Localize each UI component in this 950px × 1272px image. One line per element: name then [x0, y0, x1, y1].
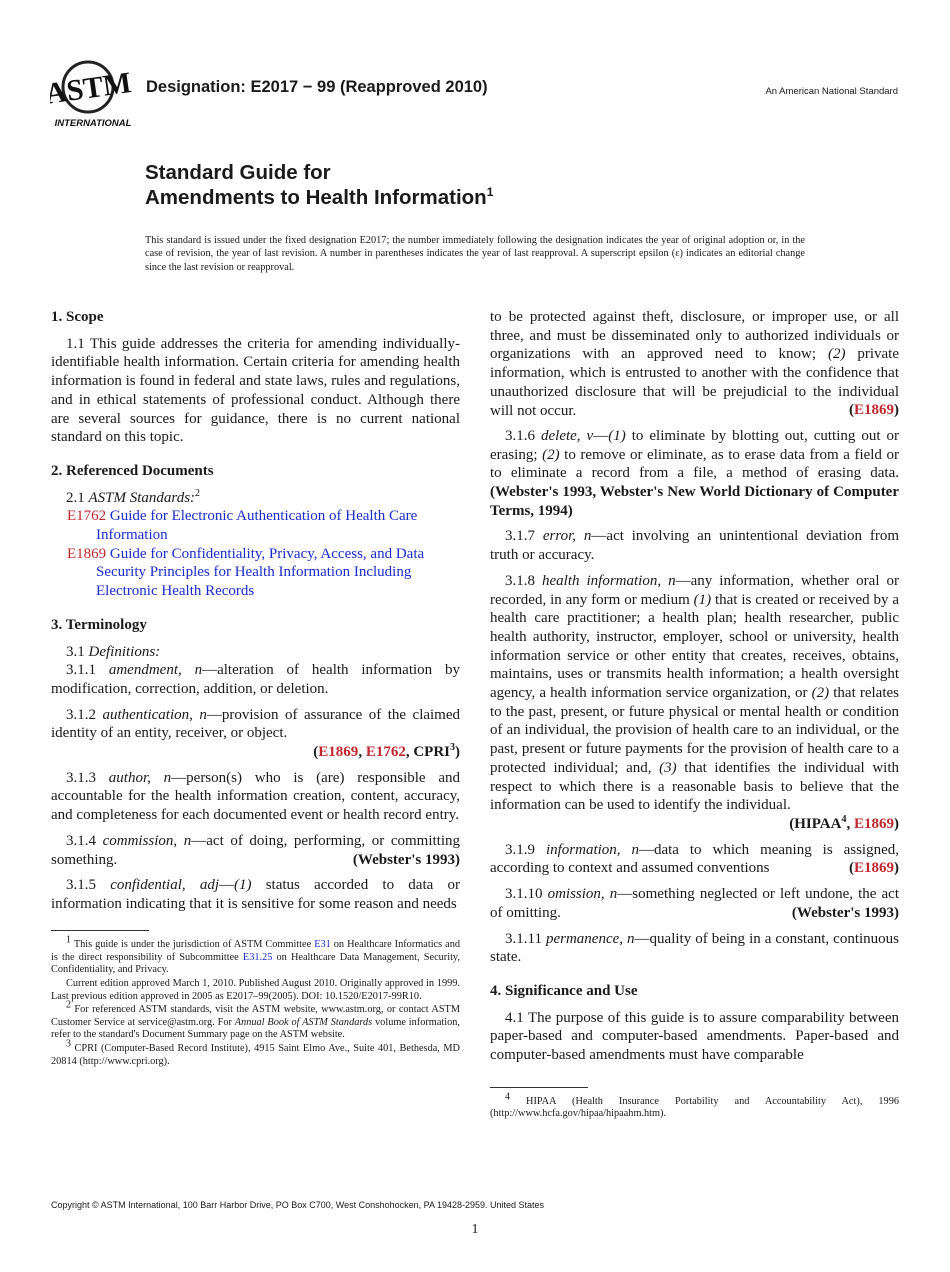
astm-standards-label: 2.1 ASTM Standards:$^2$ [66, 487, 201, 506]
term-author: 3.1.3 author, n—person(s) who is (are) responsible and accountable for the health information creation, content, accuracy, and completeness for each documented event or health record entry. [51, 769, 460, 824]
term-health-information: 3.1.8 health information, n—any information, whether oral or recorded, in any form or medium (1) that is created or received by a health care practitioner; a health plan; health researcher, public health authority, instructor, employer, school or university, health information service or other entity that creates, receives, obtains, maintains, uses or transmits health information; a health oversight agency, a health information service organization, or (2) that relates to the past, present, or future physical or mental health or condition of an individual, the provision of health care to an individual, or the past, present or future payments for the provision of health care to a protected individual; and, (3) that identifies the individual with respect to which there is a reasonable basis to believe that the information can be used to identify the individual. [490, 572, 900, 814]
term-amendment: 3.1.1 amendment, n—alteration of health information by modification, correction, addition, or deletion. [51, 662, 461, 697]
scope-paragraph: 1.1 This guide addresses the criteria for amending individually-identifiable health information. Certain criteria for amending health information is found in federal and state laws, rules and regulations, and in ethical statements of professional conduct. Although there are several sources for guidance, there is no current national standard on this topic. [51, 335, 460, 446]
term-authentication: 3.1.2 authentication, n—provision of assurance of the claimed identity of an entity, receiver, or object. [51, 706, 461, 742]
right-column [490, 308, 899, 1122]
term-delete: 3.1.6 delete, v—(1) to eliminate by blotting out, cutting out or erasing; (2) to remove or eliminate, as to erase data from a field or to eliminate a record from a file, a method of erasing data. (Webster's 1993, Webster's New World Dictionary of Computer Terms, 1994) [490, 427, 900, 519]
term-error: 3.1.7 error, n—act involving an unintentional deviation from truth or accuracy. [490, 528, 899, 564]
left-column [51, 308, 460, 1069]
astm-logo [50, 56, 134, 132]
significance-heading: 4. Significance and Use [490, 982, 638, 999]
footnote-rule [51, 930, 149, 931]
footnotes-left: $^1$ This guide is under the jurisdiction of ASTM Committee E31 on Healthcare Informatics and is the direct responsibility of Subcommittee E31.25 on Healthcare Data Management, Security, Confidentiality, and Privacy. Current edition approved March 1, 2010. Published August 2010. Originally approved in 1999. Last previous edition approved in 2005 as E2017–99(2005). DOI: 10.1520/E2017-99R10. $^2$ For referenced ASTM standards, visit the ASTM website, www.astm.org, or contact ASTM Customer Service at service@astm.org. For Annual Book of ASTM Standards volume information, refer to the standard's Document Summary page on the ASTM website. $^3$ CPRI (Computer-Based Record Institute), 4915 Saint Elmo Ave., Suite 401, Bethesda, MD 20814 (http://www.cpri.org). [51, 934, 460, 1067]
term-confidential-part1: 3.1.5 confidential, adj—(1) status accorded to data or information indicating that it is sensitive for some reason and needs [51, 877, 460, 912]
referenced-documents-heading: 2. Referenced Documents [51, 462, 214, 479]
enum-marker: (2) [827, 346, 846, 363]
issue-note: This standard is issued under the fixed designation E2017; the number immediately following the designation indicates the year of original adoption or, in the case of revision, the year of last revision. A number in parentheses indicates the year of last reapproval. A superscript epsilon (ε) indicates an editorial change since the last revision or reapproval. [145, 235, 805, 273]
term-confidential-ref: (E1869) [848, 402, 899, 419]
term-confidential-part2: to be protected against theft, disclosure, or improper use, or all three, and must be disseminated only to authorized individuals or organizations with an approved need to know; (2) private information, which is entrusted to another with the confidence that unauthorized disclosure that will be prejudicial to the individual will not occur. [490, 309, 899, 419]
reference-item[interactable]: E1869 Guide for Confidentiality, Privacy, Access, and Data Security Principles for Health Information Including Electronic Health Records [67, 545, 425, 600]
copyright: Copyright © ASTM International, 100 Barr Harbor Drive, PO Box C700, West Conshohocken, PA 19428-2959. United States [51, 1200, 545, 1210]
national-standard-label: An American National Standard [765, 86, 898, 97]
term-permanence: 3.1.11 permanence, n—quality of being in a constant, continuous state. [490, 930, 900, 966]
document-title: Standard Guide for Amendments to Health Information$^1$ [145, 161, 494, 209]
scope-heading: 1. Scope [51, 309, 104, 325]
reference-item[interactable]: E1762 Guide for Electronic Authentication of Health Care Information [67, 508, 418, 544]
svg-text:INTERNATIONAL: INTERNATIONAL [54, 118, 132, 129]
footnote-rule [490, 1087, 588, 1088]
term-authentication-refs: (E1869, E1762, CPRI$^3$) [313, 742, 460, 761]
term-commission: 3.1.4 commission, n—act of doing, performing, or committing something. (Webster's 1993) [51, 832, 460, 868]
designation: Designation: E2017 − 99 (Reapproved 2010) [146, 78, 488, 96]
svg-text:ASTM: ASTM [50, 66, 134, 111]
term-information: 3.1.9 information, n—data to which meaning is assigned, according to context and assumed conventions (E1869) [490, 841, 900, 877]
significance-paragraph: 4.1 The purpose of this guide is to assure comparability between paper-based and computer-based amendments. Paper-based and computer-based amendments must have comparable [490, 1009, 899, 1064]
term-omission: 3.1.10 omission, n—something neglected or left undone, the act of omitting. (Webster's 1993) [490, 886, 899, 921]
terminology-heading: 3. Terminology [51, 616, 147, 633]
definitions-label: 3.1 Definitions: [66, 643, 161, 660]
page-number: 1 [471, 1222, 479, 1237]
footnotes-right: $^4$ HIPAA (Health Insurance Portability and Accountability Act), 1996 (http://www.hcfa.gov/hipaa/hipaahm.htm). [490, 1091, 899, 1120]
term-health-information-refs: (HIPAA$^4$, E1869) [789, 813, 899, 832]
